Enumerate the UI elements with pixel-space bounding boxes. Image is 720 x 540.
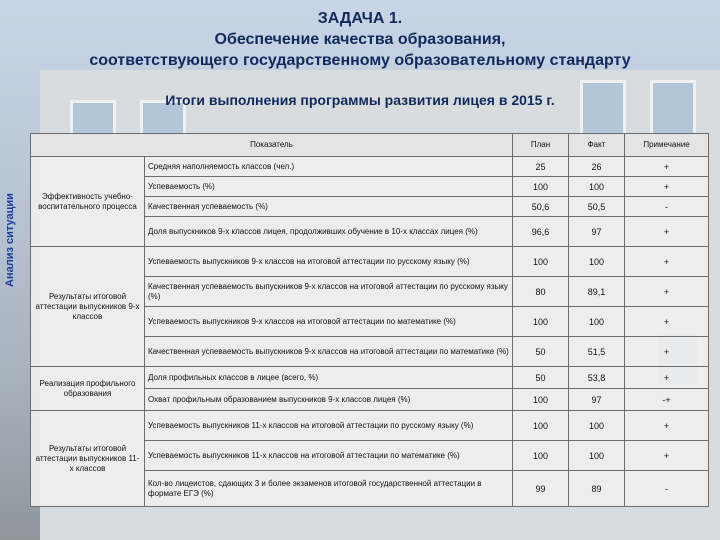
- note-cell: +: [625, 277, 709, 307]
- table-row: [31, 367, 709, 389]
- table-row: [31, 157, 709, 177]
- note-cell: +: [625, 157, 709, 177]
- fact-cell: 100: [569, 441, 625, 471]
- plan-cell: 100: [513, 177, 569, 197]
- fact-cell: 100: [569, 411, 625, 441]
- note-cell: +: [625, 411, 709, 441]
- fact-cell: 51,5: [569, 337, 625, 367]
- group-cell: Реализация профильного образования: [31, 367, 145, 411]
- note-cell: +: [625, 247, 709, 277]
- results-table: [30, 133, 709, 507]
- indicator-cell: Кол-во лицеистов, сдающих 3 и более экзаменов итоговой государственной аттестации в формате ЕГЭ (%): [145, 471, 513, 507]
- title-line-1: ЗАДАЧА 1.: [317, 10, 403, 27]
- group-cell: Эффективность учебно-воспитательного процесса: [31, 157, 145, 247]
- title-line-2: Обеспечение качества образования,: [214, 31, 506, 48]
- header-indicator: Показатель: [31, 134, 513, 157]
- indicator-cell: Успеваемость выпускников 11-х классов на итоговой аттестации по математике (%): [145, 441, 513, 471]
- indicator-cell: Доля профильных классов в лицее (всего, %): [145, 367, 513, 389]
- note-cell: +: [625, 441, 709, 471]
- side-label: Анализ ситуации: [4, 193, 16, 287]
- plan-cell: 50: [513, 337, 569, 367]
- table-row: [31, 247, 709, 277]
- indicator-cell: Качественная успеваемость выпускников 9-х классов на итоговой аттестации по русскому языку (%): [145, 277, 513, 307]
- indicator-cell: Успеваемость (%): [145, 177, 513, 197]
- indicator-cell: Успеваемость выпускников 9-х классов на итоговой аттестации по русскому языку (%): [145, 247, 513, 277]
- plan-cell: 50: [513, 367, 569, 389]
- plan-cell: 50,6: [513, 197, 569, 217]
- note-cell: -: [625, 197, 709, 217]
- note-cell: +: [625, 177, 709, 197]
- note-cell: +: [625, 217, 709, 247]
- table-header-row: [31, 134, 709, 157]
- indicator-cell: Качественная успеваемость выпускников 9-х классов на итоговой аттестации по математике (%): [145, 337, 513, 367]
- group-cell: Результаты итоговой аттестации выпускников 11-х классов: [31, 411, 145, 507]
- note-cell: -+: [625, 389, 709, 411]
- fact-cell: 100: [569, 177, 625, 197]
- background-window: [580, 80, 626, 138]
- fact-cell: 100: [569, 307, 625, 337]
- page-subtitle: Итоги выполнения программы развития лицея в 2015 г.: [165, 92, 555, 108]
- fact-cell: 26: [569, 157, 625, 177]
- indicator-cell: Успеваемость выпускников 11-х классов на итоговой аттестации по русскому языку (%): [145, 411, 513, 441]
- indicator-cell: Охват профильным образованием выпускников 9-х классов лицея (%): [145, 389, 513, 411]
- header-note: Примечание: [625, 134, 709, 157]
- fact-cell: 97: [569, 389, 625, 411]
- plan-cell: 100: [513, 411, 569, 441]
- fact-cell: 50,5: [569, 197, 625, 217]
- plan-cell: 96,6: [513, 217, 569, 247]
- fact-cell: 100: [569, 247, 625, 277]
- fact-cell: 89,1: [569, 277, 625, 307]
- group-cell: Результаты итоговой аттестации выпускников 9-х классов: [31, 247, 145, 367]
- plan-cell: 80: [513, 277, 569, 307]
- note-cell: -: [625, 471, 709, 507]
- plan-cell: 100: [513, 441, 569, 471]
- indicator-cell: Успеваемость выпускников 9-х классов на итоговой аттестации по математике (%): [145, 307, 513, 337]
- note-cell: +: [625, 337, 709, 367]
- plan-cell: 100: [513, 247, 569, 277]
- header-plan: План: [513, 134, 569, 157]
- fact-cell: 89: [569, 471, 625, 507]
- plan-cell: 100: [513, 307, 569, 337]
- page-title: [0, 8, 720, 71]
- title-line-3: соответствующего государственному образовательному стандарту: [89, 52, 631, 69]
- plan-cell: 99: [513, 471, 569, 507]
- header-fact: Факт: [569, 134, 625, 157]
- indicator-cell: Качественная успеваемость (%): [145, 197, 513, 217]
- plan-cell: 100: [513, 389, 569, 411]
- background-window: [650, 80, 696, 138]
- indicator-cell: Средняя наполняемость классов (чел.): [145, 157, 513, 177]
- table-row: [31, 411, 709, 441]
- note-cell: +: [625, 367, 709, 389]
- indicator-cell: Доля выпускников 9-х классов лицея, продолживших обучение в 10-х классах лицея (%): [145, 217, 513, 247]
- plan-cell: 25: [513, 157, 569, 177]
- fact-cell: 53,8: [569, 367, 625, 389]
- fact-cell: 97: [569, 217, 625, 247]
- note-cell: +: [625, 307, 709, 337]
